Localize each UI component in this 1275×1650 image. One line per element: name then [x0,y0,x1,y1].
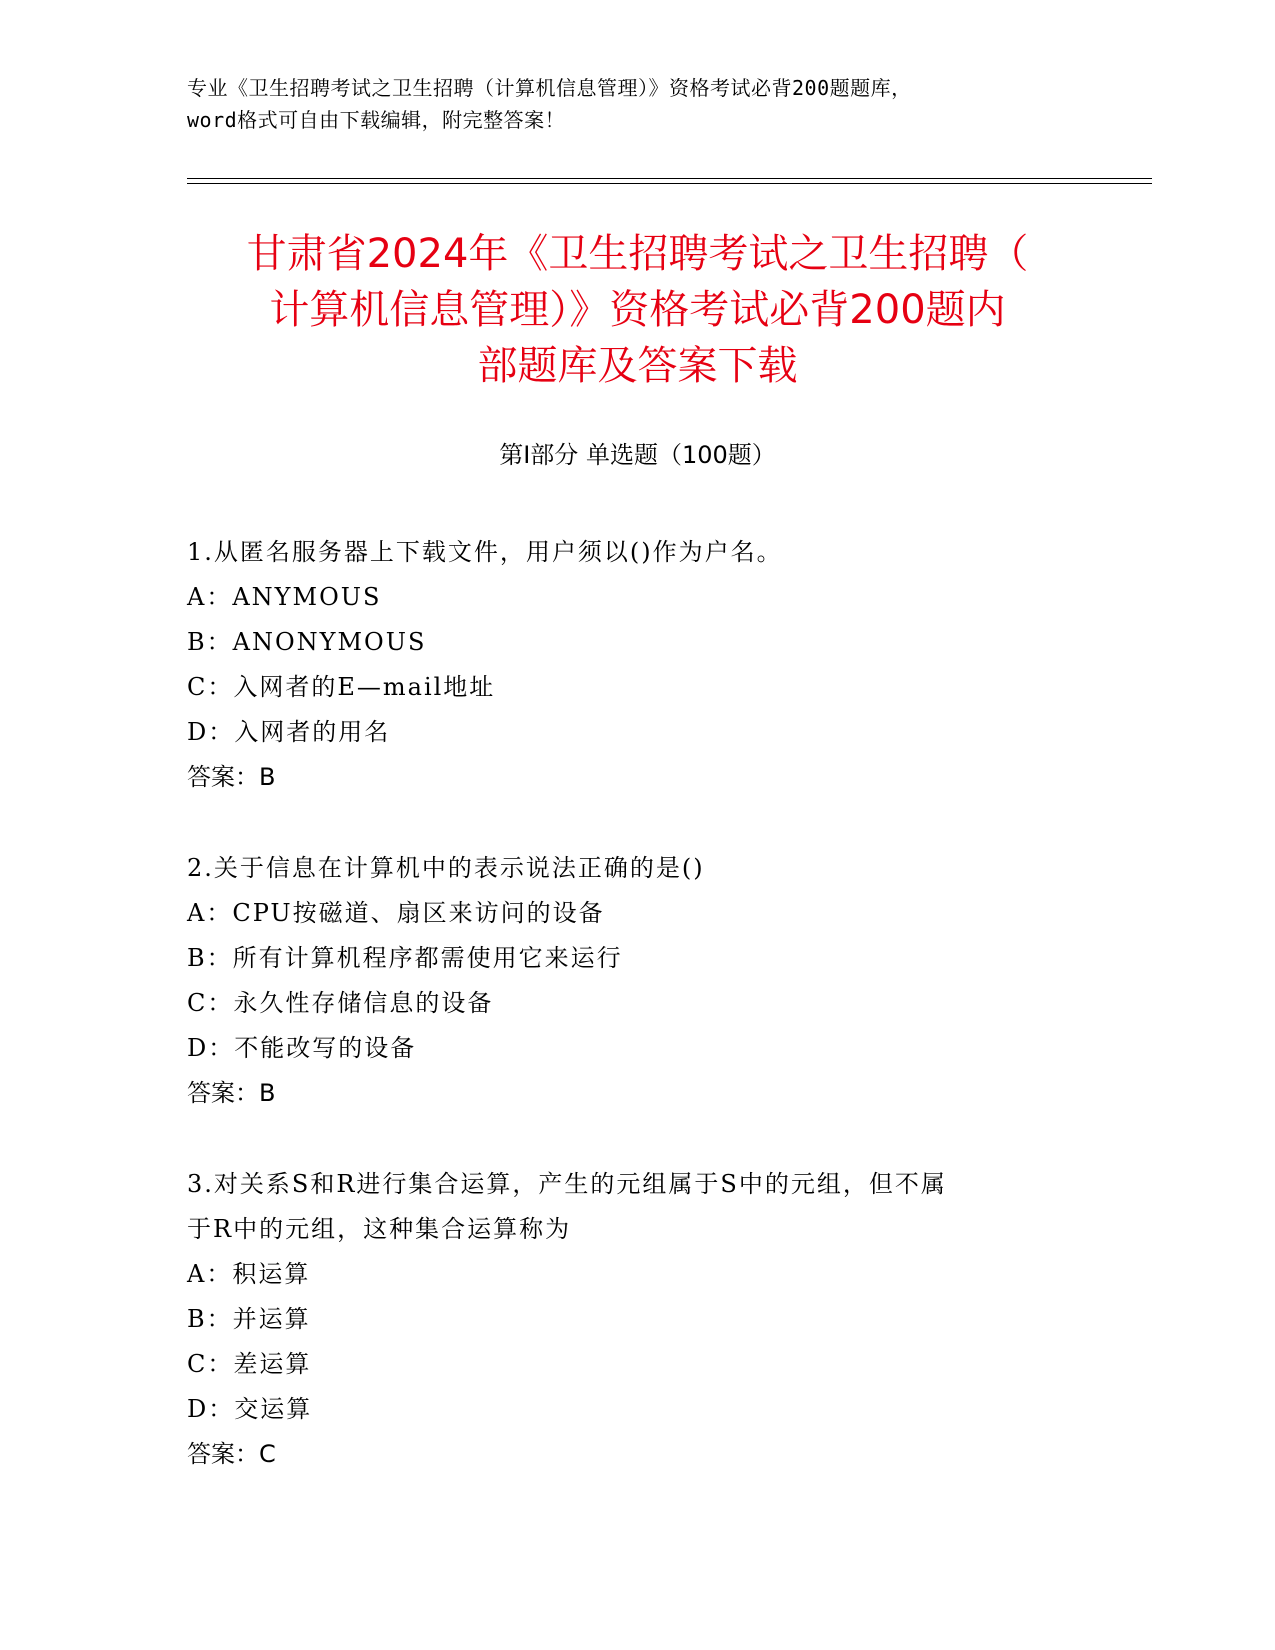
section-title: 第Ⅰ部分 单选题（100题） [499,441,776,469]
page-title-line-3: 部题库及答案下载 [477,343,798,389]
option-d: D：不能改写的设备 [187,1034,417,1062]
header-note-line-1: 专业《卫生招聘考试之卫生招聘（计算机信息管理）》资格考试必背200题题库， [187,76,912,100]
divider-bottom [187,183,1152,184]
answer-line: 答案：C [187,1440,276,1468]
page-title [170,226,1105,394]
page-title-line-1: 甘肃省2024年《卫生招聘考试之卫生招聘（ [246,231,1029,277]
question-stem: 1.从匿名服务器上下载文件，用户须以()作为户名。 [187,538,783,566]
option-c: C：入网者的E—mail地址 [187,673,496,701]
option-a: A：CPU按磁道、扇区来访问的设备 [187,899,605,927]
option-d: D：入网者的用名 [187,718,391,746]
answer-line: 答案：B [187,763,276,791]
option-c: C：差运算 [187,1350,312,1378]
question-stem: 2.关于信息在计算机中的表示说法正确的是() [187,854,705,882]
page-title-line-2: 计算机信息管理）》资格考试必背200题内 [269,287,1006,333]
question-3 [187,1162,1087,1477]
option-b: B：并运算 [187,1305,311,1333]
header-note [187,72,1087,136]
option-d: D：交运算 [187,1395,313,1423]
question-list [187,530,1087,1523]
option-a: A：积运算 [187,1260,311,1288]
answer-line: 答案：B [187,1079,276,1107]
question-1 [187,530,1087,800]
option-c: C：永久性存储信息的设备 [187,989,494,1017]
option-b: B：ANONYMOUS [187,628,427,656]
option-b: B：所有计算机程序都需使用它来运行 [187,944,623,972]
divider-top [187,178,1152,179]
option-a: A：ANYMOUS [187,583,382,611]
question-2 [187,846,1087,1116]
header-note-line-2: word格式可自由下载编辑，附完整答案！ [187,108,566,132]
question-stem-line-2: 于R中的元组，这种集合运算称为 [187,1215,572,1243]
question-stem-line-1: 3.对关系S和R进行集合运算，产生的元组属于S中的元组，但不属 [187,1170,947,1198]
